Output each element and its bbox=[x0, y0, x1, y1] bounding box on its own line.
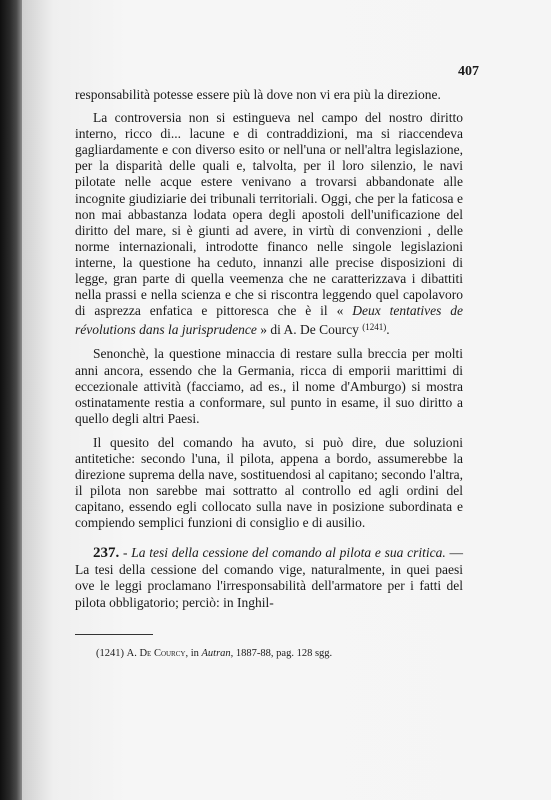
paragraph-controversy-text: La controversia non si estingueva nel campo del nostro diritto interno, ricco di... lacune e di contraddizioni, ma si riaccendeva gagliardamente e con diverso esito or nell'una or nell'altra legislazione, per la disparità delle quali e, talvolta, per il loro silenzio, le navi pilotate nelle acque estere venivano a trovarsi abbandonate alle incognite giudiziarie dei tribunali territoriali. Oggi, che per la faticosa e non mai abbastanza lodata opera degli apostoli dell'unificazione del diritto del mare, si è giunti ad avere, in virtù di convenzioni , delle norme internazionali, introdotte financo nelle singole legislazioni interne, la questione ha ceduto, innanzi alle precise disposizioni di legge, gran parte di quella veemenza che ne caratterizzava i dibattiti nella prassi e nella scienza e che si riscontra leggendo quel capolavoro di asprezza enfatica e pittoresca che è il « bbox=[75, 110, 463, 319]
paragraph-controversy-after: » di A. De Courcy bbox=[260, 322, 359, 338]
paragraph-controversy-end: . bbox=[386, 322, 390, 338]
footnote-author: A. De Courcy, bbox=[126, 648, 189, 659]
section-number: 237. bbox=[93, 545, 120, 562]
paragraph-controversy bbox=[75, 110, 463, 338]
page-body bbox=[75, 87, 463, 611]
book-spine-shadow bbox=[0, 0, 22, 800]
footnote-rest: 1887-88, pag. 128 sgg. bbox=[235, 648, 333, 659]
footnote-in: in bbox=[190, 648, 199, 659]
footnote bbox=[96, 648, 332, 659]
footnote-reference: (1241) bbox=[362, 322, 387, 333]
section-237 bbox=[75, 545, 463, 611]
footnote-divider bbox=[75, 634, 153, 635]
paragraph-continuation: responsabilità potesse essere più là dove non vi era più la direzione. bbox=[75, 87, 441, 102]
page-number: 407 bbox=[458, 64, 479, 79]
footnote-journal: Autran, bbox=[201, 648, 234, 659]
section-text: — La tesi della cessione del comando vige, naturalmente, in quei paesi ove le leggi proclamano l'irresponsabilità dell'armatore per i fatti del pilota obbligatorio; perciò: in Inghil- bbox=[75, 545, 464, 610]
section-title: - La tesi della cessione del comando al pilota e sua critica. bbox=[123, 545, 446, 561]
book-page bbox=[22, 0, 551, 800]
paragraph-two-solutions: Il quesito del comando ha avuto, si può dire, due soluzioni antitetiche: secondo l'una, il pilota, appena a bordo, assumerebbe la direzione suprema della nave, sostituendosi al capitano; secondo l'altra, il pilota non sarebbe mai sottratto al controllo ed agli ordini del capitano, essendo egli collocato sulla nave in posizione subordinata e compiendo semplici funzioni di consiglio e di ausilio. bbox=[75, 434, 463, 531]
cited-work-title: Deux tentatives de révolutions dans la jurisprudence bbox=[75, 303, 463, 338]
paragraph-germany: Senonchè, la questione minaccia di restare sulla breccia per molti anni ancora, essendo che la Germania, ricca di emporii marittimi di eccezionale attività (facciamo, ad es., il nome d'Amburgo) si mostra ostinatamente restia a conformare, sul punto in esame, il suo diritto a quello degli altri Paesi. bbox=[75, 346, 463, 426]
footnote-marker: (1241) bbox=[96, 648, 124, 659]
